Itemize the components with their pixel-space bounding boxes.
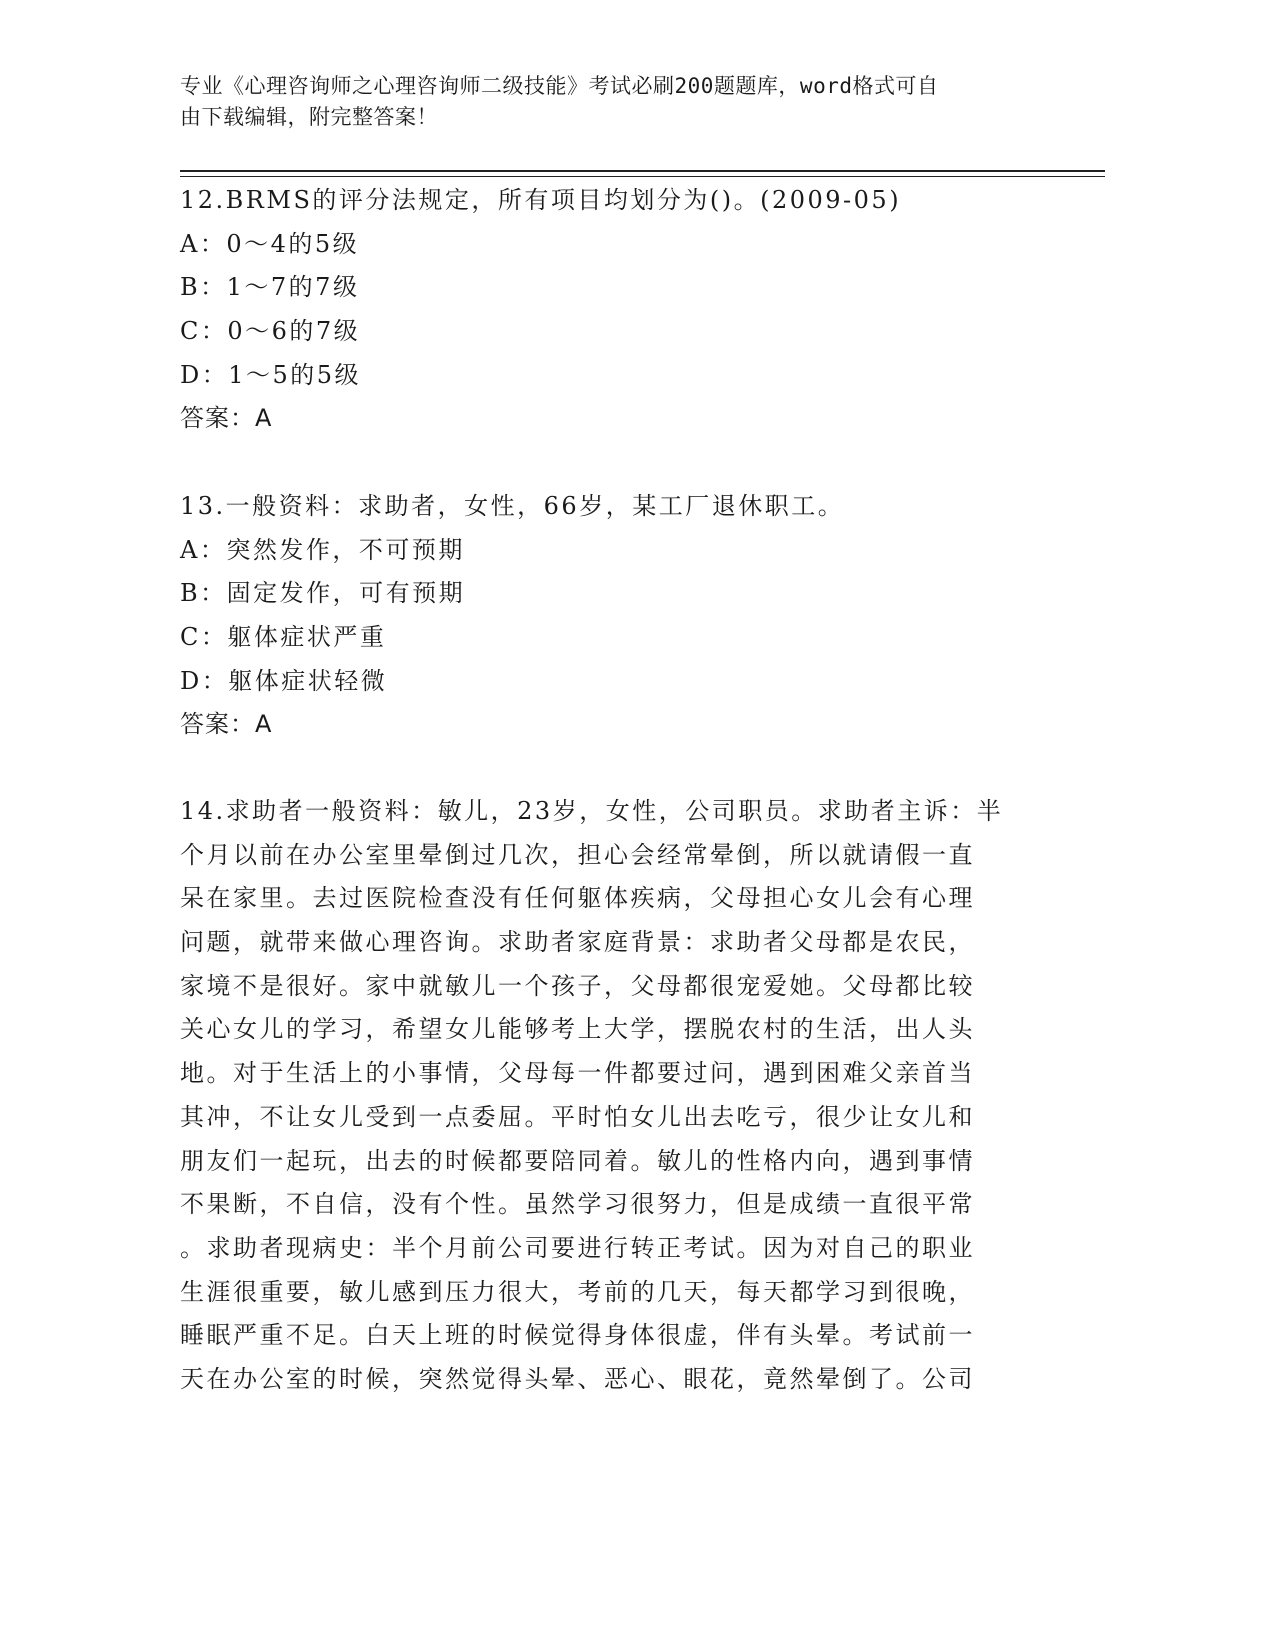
paragraph-line: 。求助者现病史：半个月前公司要进行转正考试。因为对自己的职业 bbox=[180, 1233, 975, 1262]
option-d: D：躯体症状轻微 bbox=[180, 666, 388, 695]
option-a: A：0～4的5级 bbox=[180, 229, 360, 258]
answer-label: 答案：A bbox=[180, 710, 273, 739]
paragraph-line: 天在办公室的时候，突然觉得头晕、恶心、眼花，竟然晕倒了。公司 bbox=[180, 1364, 975, 1393]
question-14 bbox=[180, 790, 1050, 1402]
paragraph-line: 不果断，不自信，没有个性。虽然学习很努力，但是成绩一直很平常 bbox=[180, 1190, 975, 1219]
paragraph-line: 问题，就带来做心理咨询。求助者家庭背景：求助者父母都是农民， bbox=[180, 928, 975, 957]
question-12 bbox=[180, 179, 1050, 441]
document-header bbox=[180, 71, 1060, 133]
answer-label: 答案：A bbox=[180, 404, 273, 433]
option-d: D：1～5的5级 bbox=[180, 360, 362, 389]
paragraph-line: 家境不是很好。家中就敏儿一个孩子，父母都很宠爱她。父母都比较 bbox=[180, 971, 975, 1000]
option-c: C：0～6的7级 bbox=[180, 317, 361, 346]
header-line-1: 专业《心理咨询师之心理咨询师二级技能》考试必刷200题题库，word格式可自 bbox=[180, 74, 939, 98]
paragraph-line: 地。对于生活上的小事情，父母每一件都要过问，遇到困难父亲首当 bbox=[180, 1059, 975, 1088]
option-c: C：躯体症状严重 bbox=[180, 623, 387, 652]
header-divider-thick bbox=[180, 170, 1105, 172]
option-a: A：突然发作，不可预期 bbox=[180, 535, 465, 564]
paragraph-line: 睡眠严重不足。白天上班的时候觉得身体很虚，伴有头晕。考试前一 bbox=[180, 1321, 975, 1350]
header-line-2: 由下载编辑，附完整答案！ bbox=[180, 105, 438, 129]
paragraph-line: 朋友们一起玩，出去的时候都要陪同着。敏儿的性格内向，遇到事情 bbox=[180, 1146, 975, 1175]
question-stem: 13.一般资料：求助者，女性，66岁，某工厂退休职工。 bbox=[180, 492, 845, 520]
option-b: B：固定发作，可有预期 bbox=[180, 579, 466, 608]
paragraph-line: 个月以前在办公室里晕倒过几次，担心会经常晕倒，所以就请假一直 bbox=[180, 840, 975, 869]
header-divider-thin bbox=[180, 176, 1105, 177]
option-b: B：1～7的7级 bbox=[180, 273, 360, 302]
paragraph-line: 关心女儿的学习，希望女儿能够考上大学，摆脱农村的生活，出人头 bbox=[180, 1015, 975, 1044]
paragraph-line: 其冲，不让女儿受到一点委屈。平时怕女儿出去吃亏，很少让女儿和 bbox=[180, 1102, 975, 1131]
paragraph-line: 呆在家里。去过医院检查没有任何躯体疾病，父母担心女儿会有心理 bbox=[180, 884, 975, 913]
paragraph-line: 14.求助者一般资料：敏儿，23岁，女性，公司职员。求助者主诉：半 bbox=[180, 797, 1004, 825]
question-stem: 12.BRMS的评分法规定，所有项目均划分为()。(2009-05) bbox=[180, 186, 902, 214]
question-13 bbox=[180, 485, 1050, 747]
paragraph-line: 生涯很重要，敏儿感到压力很大，考前的几天，每天都学习到很晚， bbox=[180, 1277, 975, 1306]
